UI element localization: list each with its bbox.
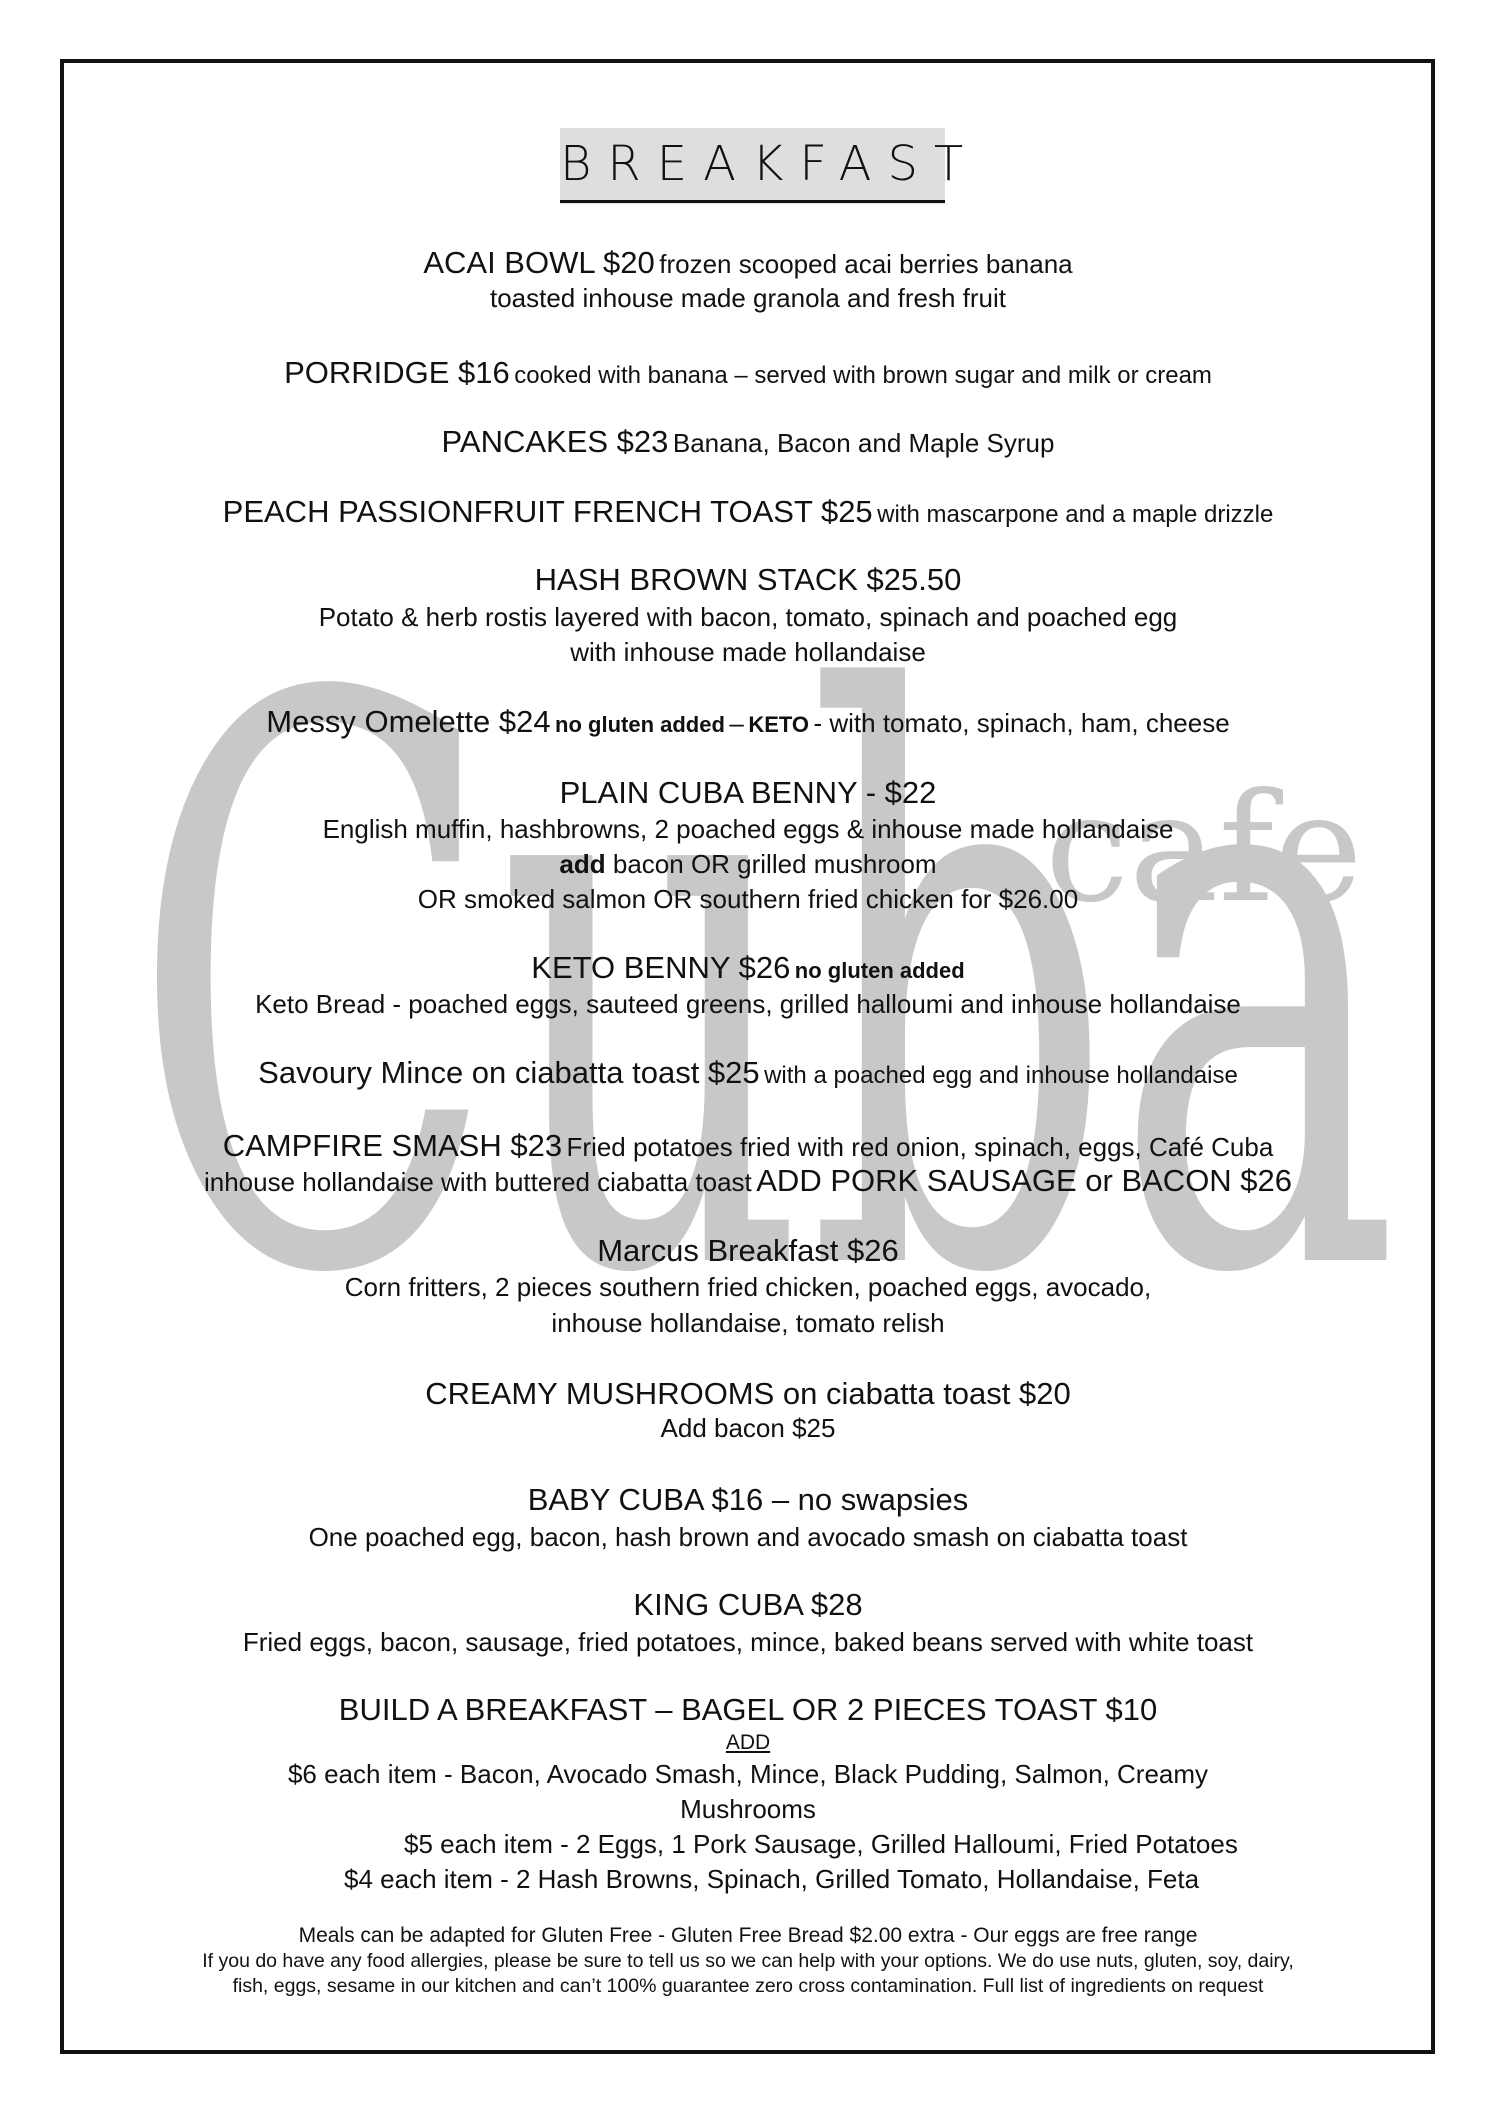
page-title: BREAKFAST: [560, 136, 980, 192]
pancakes-line: [64, 424, 1432, 460]
hash-brown-name: HASH BROWN STACK $25.50: [534, 562, 962, 597]
watermark-word: Cuba: [130, 536, 1400, 1444]
omelette-tag-no-gluten: no gluten added: [555, 712, 725, 737]
plain-benny-desc-1: English muffin, hashbrowns, 2 poached eggs & inhouse made hollandaise: [322, 814, 1174, 844]
porridge-line: [64, 355, 1432, 391]
acai-desc-2: toasted inhouse made granola and fresh fruit: [489, 283, 1006, 313]
french-toast-line: [64, 494, 1432, 530]
acai-desc: frozen scooped acai berries banana: [659, 249, 1073, 279]
keto-benny-desc: Keto Bread - poached eggs, sauteed greens, grilled halloumi and inhouse hollandaise: [255, 989, 1241, 1019]
campfire-name: CAMPFIRE SMASH $23: [222, 1128, 563, 1163]
omelette-dash: –: [729, 708, 744, 738]
build-line-2: $5 each item - 2 Eggs, 1 Pork Sausage, Grilled Halloumi, Fried Potatoes: [404, 1829, 1238, 1859]
pancakes-name: PANCAKES $23: [441, 424, 669, 459]
title-underline: [560, 200, 945, 203]
plain-benny-add-label: add: [559, 849, 606, 879]
build-add-heading: ADD: [725, 1731, 771, 1754]
watermark-sub: cafe: [1045, 762, 1363, 936]
omelette-name: Messy Omelette $24: [266, 704, 551, 739]
footer-line-3: fish, eggs, sesame in our kitchen and can’t 100% guarantee zero cross contamination. Full list of ingredients on request: [232, 1975, 1264, 1997]
plain-benny-desc-3: OR smoked salmon OR southern fried chicken for $26.00: [417, 884, 1079, 914]
plain-benny-name: PLAIN CUBA BENNY - $22: [559, 775, 937, 810]
porridge-name: PORRIDGE $16: [284, 355, 510, 390]
campfire-line-2: [64, 1163, 1432, 1199]
footer-line-1: Meals can be adapted for Gluten Free - Gluten Free Bread $2.00 extra - Our eggs are free range: [298, 1924, 1198, 1947]
marcus-desc-2: inhouse hollandaise, tomato relish: [551, 1308, 945, 1338]
mushrooms-name: CREAMY MUSHROOMS on ciabatta toast $20: [425, 1376, 1071, 1411]
footer-line-2: If you do have any food allergies, please be sure to tell us so we can help with your options. We do use nuts, gluten, soy, dairy,: [202, 1950, 1294, 1972]
omelette-desc: - with tomato, spinach, ham, cheese: [813, 708, 1230, 738]
mince-name: Savoury Mince on ciabatta toast $25: [258, 1055, 760, 1090]
omelette-tag-keto: KETO: [748, 712, 810, 737]
porridge-desc: cooked with banana – served with brown sugar and milk or cream: [514, 362, 1212, 389]
build-line-1a: $6 each item - Bacon, Avocado Smash, Mince, Black Pudding, Salmon, Creamy: [287, 1759, 1209, 1789]
keto-benny-tag: no gluten added: [794, 958, 965, 983]
build-line-3: $4 each item - 2 Hash Browns, Spinach, Grilled Tomato, Hollandaise, Feta: [344, 1864, 1200, 1894]
build-breakfast-name: BUILD A BREAKFAST – BAGEL OR 2 PIECES TOAST $10: [338, 1692, 1158, 1727]
campfire-add: ADD PORK SAUSAGE or BACON $26: [756, 1163, 1293, 1198]
campfire-desc-1: Fried potatoes fried with red onion, spinach, eggs, Café Cuba: [566, 1132, 1274, 1162]
mince-line: [64, 1055, 1432, 1091]
king-cuba-name: KING CUBA $28: [633, 1587, 863, 1622]
omelette-line: [64, 704, 1432, 740]
marcus-desc-1: Corn fritters, 2 pieces southern fried chicken, poached eggs, avocado,: [344, 1272, 1152, 1302]
acai-name: ACAI BOWL $20: [423, 245, 655, 280]
plain-benny-desc-2: [64, 850, 1432, 880]
baby-cuba-name: BABY CUBA $16 – no swapsies: [527, 1482, 969, 1517]
french-toast-desc: with mascarpone and a maple drizzle: [877, 501, 1274, 528]
pancakes-desc: Banana, Bacon and Maple Syrup: [672, 428, 1055, 458]
plain-benny-add-options: bacon OR grilled mushroom: [612, 849, 937, 879]
king-cuba-desc: Fried eggs, bacon, sausage, fried potatoes, mince, baked beans served with white toast: [242, 1627, 1254, 1657]
acai-line: [64, 245, 1432, 281]
hash-brown-desc-2: with inhouse made hollandaise: [570, 637, 926, 667]
keto-benny-name: KETO BENNY $26: [531, 950, 791, 985]
marcus-name: Marcus Breakfast $26: [597, 1233, 899, 1268]
mince-desc: with a poached egg and inhouse hollandaise: [764, 1062, 1238, 1089]
campfire-line-1: [64, 1128, 1432, 1164]
mushrooms-desc: Add bacon $25: [660, 1413, 836, 1443]
baby-cuba-desc: One poached egg, bacon, hash brown and avocado smash on ciabatta toast: [308, 1522, 1188, 1552]
french-toast-name: PEACH PASSIONFRUIT FRENCH TOAST $25: [222, 494, 873, 529]
hash-brown-desc-1: Potato & herb rostis layered with bacon, tomato, spinach and poached egg: [318, 602, 1178, 632]
keto-benny-line: [64, 950, 1432, 986]
campfire-desc-2: inhouse hollandaise with buttered ciabatta toast: [203, 1167, 752, 1197]
build-line-1b: Mushrooms: [680, 1794, 816, 1824]
